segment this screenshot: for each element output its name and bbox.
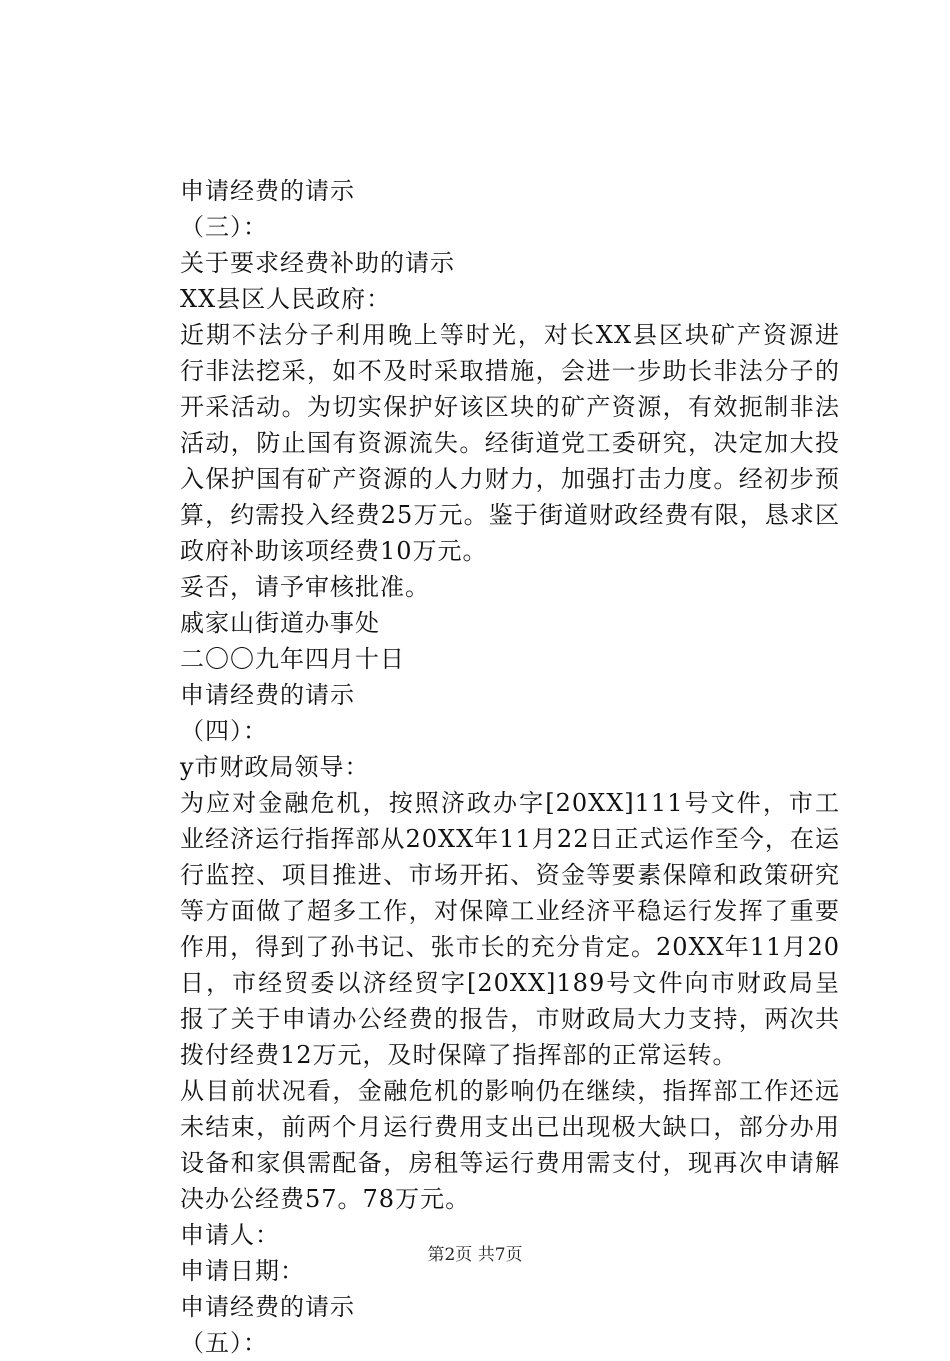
page-footer: 第2页 共7页 — [427, 1245, 523, 1265]
doc-title-line: 申请经费的请示 — [180, 177, 355, 205]
addressee: XX县区人民政府： — [180, 285, 392, 313]
body-paragraph: 近期不法分子利用晚上等时光，对长XX县区块矿产资源进行非法挖采，如不及时采取措施，会进一步助长非法分子的开采活动。为切实保护好该区块的矿产资源，有效扼制非法活动，防止国有资源流失。经街道党工委研究，决定加大投入保护国有矿产资源的人力财力，加强打击力度。经初步预算，约需投入经费25万元。鉴于街道财政经费有限，恳求区政府补助该项经费10万元。 — [180, 321, 840, 565]
section-number: （五）： — [180, 1329, 268, 1357]
request-subject: 关于要求经费补助的请示 — [180, 249, 455, 277]
date-line: 二〇〇九年四月十日 — [180, 645, 405, 673]
addressee: y市财政局领导： — [180, 753, 370, 781]
section-number: （四）： — [180, 717, 268, 745]
body-paragraph: 从目前状况看，金融危机的影响仍在继续，指挥部工作还远未结束，前两个月运行费用支出已出现极大缺口，部分办用设备和家俱需配备，房租等运行费用需支付，现再次申请解决办公经费57。78万元。 — [180, 1077, 840, 1213]
sender-name: 戚家山街道办事处 — [180, 609, 380, 637]
applicant-label: 申请人： — [180, 1221, 280, 1249]
doc-title-line: 申请经费的请示 — [180, 681, 355, 709]
section-number: （三）： — [180, 213, 268, 241]
closing-line: 妥否，请予审核批准。 — [180, 573, 430, 601]
body-paragraph: 为应对金融危机，按照济政办字[20XX]111号文件，市工业经济运行指挥部从20XX年11月22日正式运作至今，在运行监控、项目推进、市场开拓、资金等要素保障和政策研究等方面做了超多工作，对保障工业经济平稳运行发挥了重要作用，得到了孙书记、张市长的充分肯定。20XX年11月20日，市经贸委以济经贸字[20XX]189号文件向市财政局呈报了关于申请办公经费的报告，市财政局大力支持，两次共拨付经费12万元，及时保障了指挥部的正常运转。 — [180, 789, 840, 1069]
document-body — [180, 173, 840, 1361]
application-date-label: 申请日期： — [180, 1257, 305, 1285]
doc-title-line: 申请经费的请示 — [180, 1293, 355, 1321]
